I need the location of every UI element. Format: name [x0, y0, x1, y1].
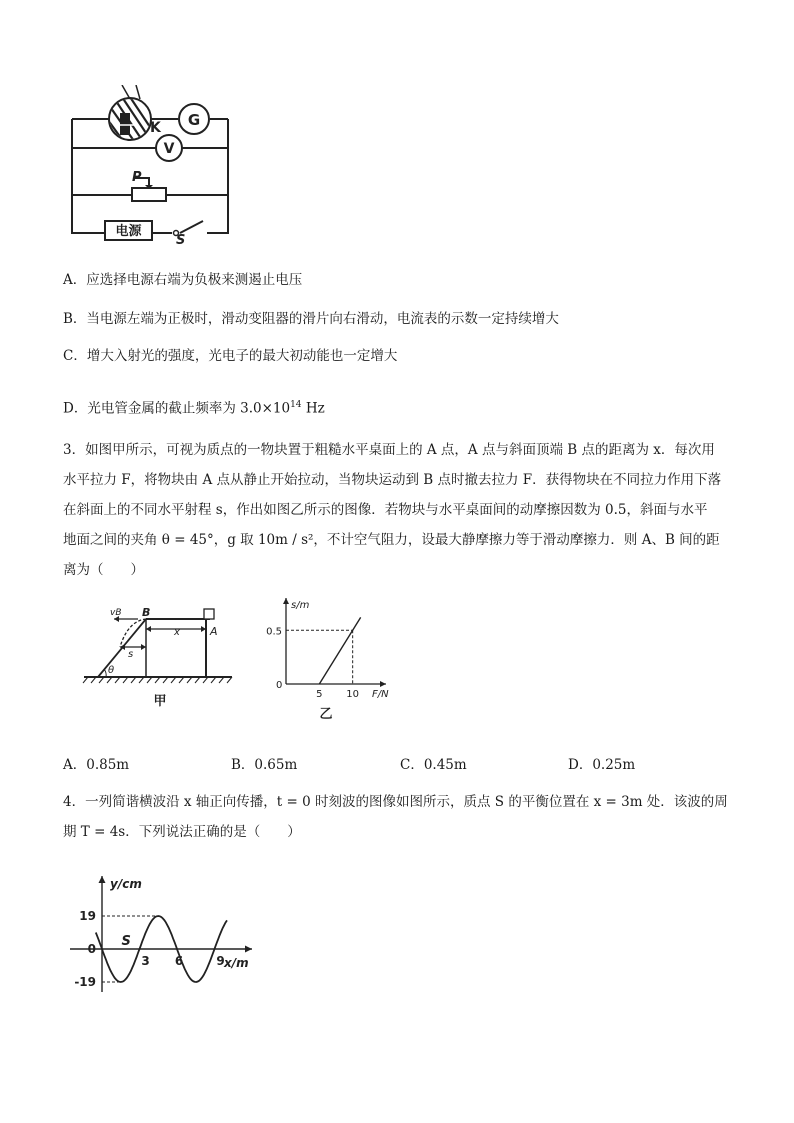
power-source-label: 电源 [115, 224, 142, 239]
y-tick-label: 19 [79, 909, 96, 923]
x-axis-label: x/m [224, 956, 249, 970]
y-tick-label: 0.5 [266, 626, 282, 638]
label-G: G [187, 111, 201, 129]
x-tick-label: 6 [174, 954, 184, 968]
x-axis-arrow [380, 681, 386, 687]
x-axis-label: F/N [372, 689, 389, 700]
figure-yi-caption: 乙 [319, 707, 333, 722]
q2-option-d-suffix: Hz [301, 400, 325, 417]
q4-line-2: 期 T = 4s．下列说法正确的是（ ） [63, 824, 301, 840]
q3-option-b: B．0.65m [231, 757, 298, 773]
photo-tube-icon [100, 85, 152, 145]
label-theta: θ [108, 665, 115, 676]
galvanometer-icon [179, 104, 209, 134]
voltmeter-icon [156, 135, 182, 161]
q2-option-d [63, 395, 325, 419]
y-axis-arrow [283, 598, 289, 604]
q2-option-d-prefix: D．光电管金属的截止频率为 3.0×10 [63, 400, 291, 417]
y-axis-arrow [99, 876, 106, 883]
wave-chart [62, 868, 272, 998]
figure-jia-diagram [80, 605, 240, 710]
q3-line-4: 地面之间的夹角 θ = 45°，g 取 10m / s²，不计空气阻力，设最大静摩擦力等于滑动摩擦力．则 A、B 间的距 [63, 532, 720, 548]
point-S-label: S [121, 934, 131, 949]
label-P: P [132, 170, 142, 185]
q3-stem [63, 435, 721, 585]
q3-line-3: 在斜面上的不同水平射程 s，作出如图乙所示的图像．若物块与水平桌面间的动摩擦因数为 0.5，斜面与水平 [63, 502, 708, 518]
q3-option-a: A．0.85m [63, 757, 130, 773]
q2-option-a: A．应选择电源右端为负极来测遏止电压 [63, 272, 303, 288]
label-x: x [174, 627, 180, 638]
x-tick-label: 9 [216, 954, 225, 968]
photoelectric-circuit-diagram [60, 85, 245, 245]
q3-line-5: 离为（ ） [63, 562, 144, 578]
figure-yi-chart [262, 594, 402, 724]
y-axis-label: s/m [291, 600, 310, 611]
x-tick-label: 10 [346, 689, 360, 700]
q2-option-b: B．当电源左端为正极时，滑动变阻器的滑片向右滑动，电流表的示数一定持续增大 [63, 311, 559, 327]
block-icon [204, 609, 214, 619]
label-B: B [142, 606, 151, 619]
figure-jia-caption: 甲 [153, 694, 167, 709]
label-S: S [176, 233, 186, 245]
q2-option-c: C．增大入射光的强度，光电子的最大初动能也一定增大 [63, 348, 398, 364]
q3-line-2: 水平拉力 F，将物块由 A 点从静止开始拉动，当物块运动到 B 点时撤去拉力 F．获得物块在不同拉力作用下落 [63, 472, 722, 488]
y-tick-label: -19 [74, 975, 96, 989]
rheostat-icon [132, 170, 166, 201]
q4-stem [63, 787, 728, 847]
label-s: s [128, 649, 134, 660]
x-axis-arrow [245, 946, 252, 953]
label-K: K [150, 120, 161, 136]
q3-option-c: C．0.45m [400, 757, 467, 773]
x-tick-label: 3 [141, 954, 150, 968]
y-axis-label: y/cm [110, 877, 142, 891]
label-A: A [210, 625, 218, 638]
data-line [319, 617, 360, 684]
q4-line-1: 4．一列简谐横波沿 x 轴正向传播，t = 0 时刻波的图像如图所示，质点 S 的平衡位置在 x = 3m 处．该波的周 [63, 794, 728, 810]
y-tick-label: 0 [87, 942, 96, 956]
origin-label: 0 [276, 680, 283, 691]
q3-option-d: D．0.25m [568, 757, 636, 773]
label-V: V [163, 141, 175, 157]
q3-line-1: 3．如图甲所示，可视为质点的一物块置于粗糙水平桌面上的 A 点，A 点与斜面顶端 B 点的距离为 x．每次用 [63, 442, 715, 458]
x-tick-label: 5 [316, 689, 323, 700]
q2-option-d-exponent: 14 [290, 400, 302, 410]
switch-icon [174, 231, 186, 246]
label-vB: vB [110, 608, 122, 618]
